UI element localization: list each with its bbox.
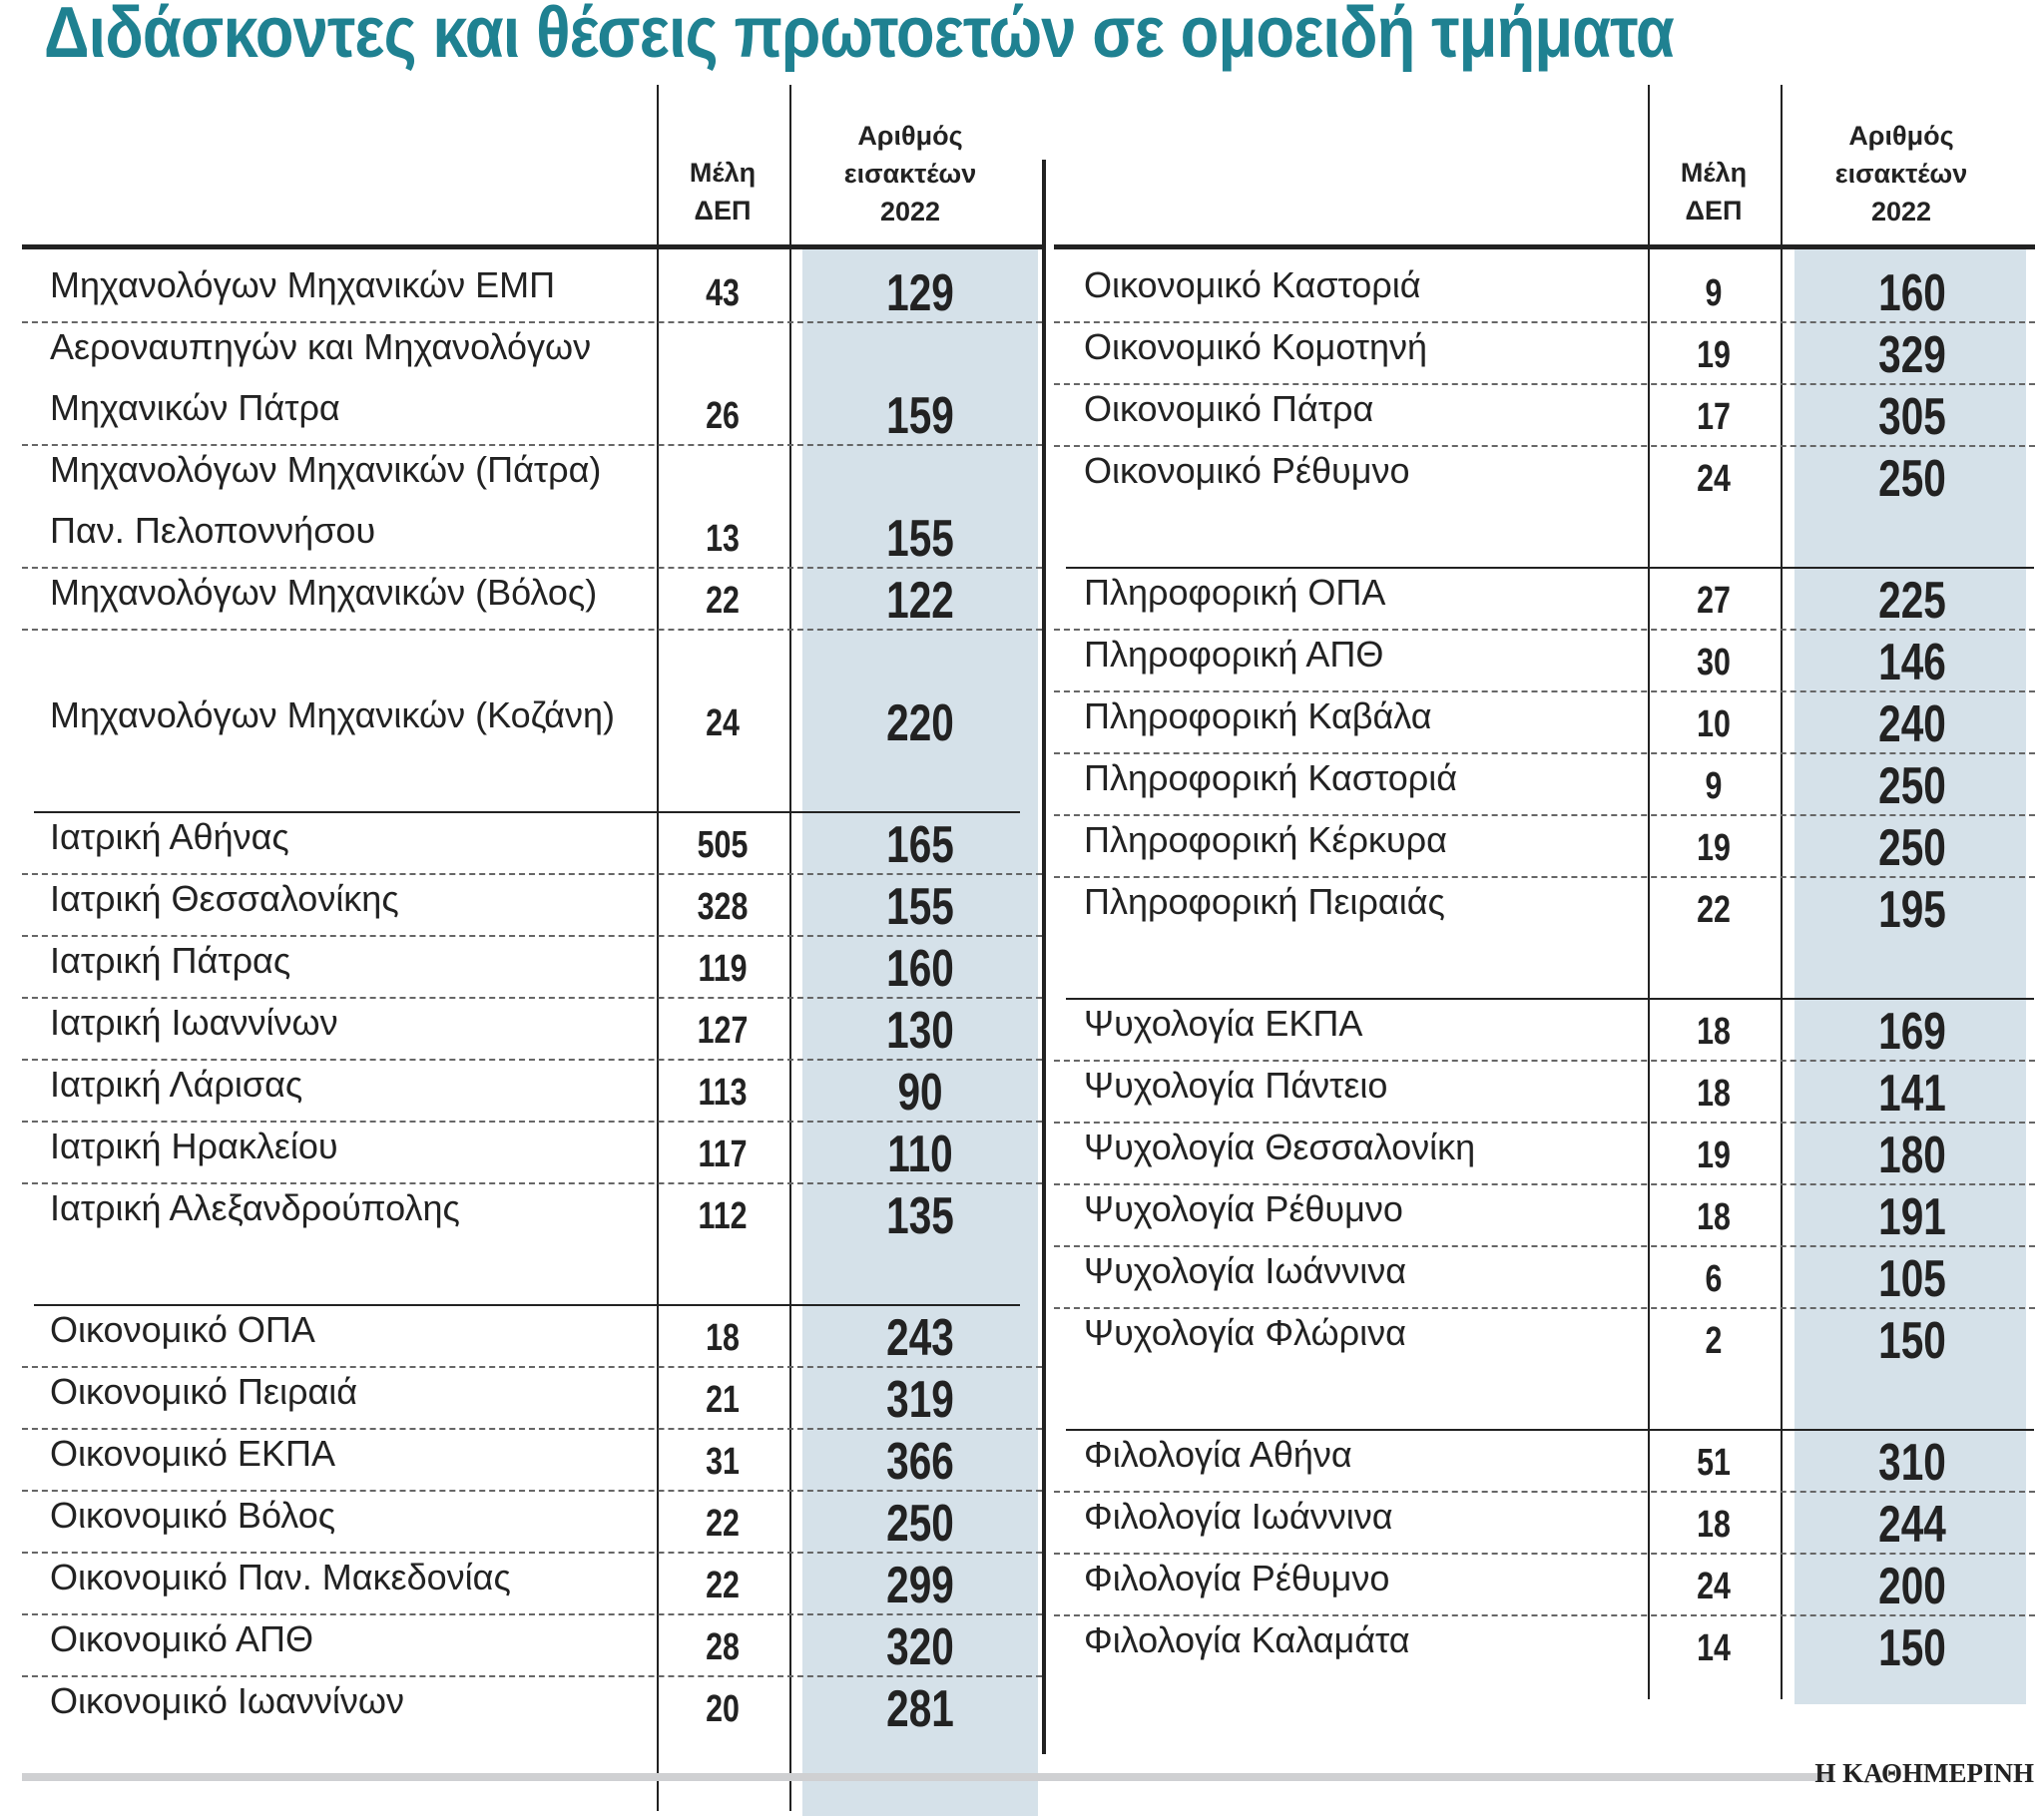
members-count: 9 [1705,765,1723,807]
right-rows [1054,249,2035,1676]
members-count: 113 [698,1072,748,1114]
department-name: Ιατρική Ηρακλείου [50,1126,338,1166]
admits-column-header: Αριθμός εισακτέων 2022 [843,121,977,227]
table-row [1054,1309,2035,1369]
members-count: 24 [1697,1566,1731,1607]
table-row [22,875,1042,937]
department-name: Μηχανολόγων Μηχανικών (Πάτρα) Παν. Πελοποννήσου [50,449,602,551]
group-separator [1066,1369,2034,1431]
members-count: 18 [706,1317,740,1359]
group-separator [1066,938,2034,1000]
admits-count: 160 [1878,264,1946,322]
admits-count: 135 [886,1187,954,1245]
table-row [1054,816,2035,878]
group-separator [1066,507,2034,569]
table-row [1054,1247,2035,1309]
department-name: Ψυχολογία Φλώρινα [1084,1312,1406,1353]
department-name: Οικονομικό Πειραιά [50,1371,358,1412]
table-row [1054,754,2035,816]
table-row [1054,1185,2035,1247]
admits-count: 220 [886,694,954,752]
table-row [22,1061,1042,1123]
admits-count: 150 [1878,1312,1946,1370]
department-name: Οικονομικό Κομοτηνή [1084,326,1428,367]
members-count: 27 [1697,580,1731,622]
department-name: Ιατρική Αθήνας [50,816,289,857]
department-name: Οικονομικό Καστοριά [1084,264,1421,305]
group-separator [34,1244,1020,1306]
admits-count: 243 [886,1309,954,1367]
department-name: Ιατρική Αλεξανδρούπολης [50,1187,460,1228]
admits-count: 110 [887,1126,953,1183]
admits-count: 299 [886,1557,954,1614]
members-count: 505 [697,824,749,866]
row-group [1054,1000,2035,1369]
row-group [22,261,1042,751]
members-count: 17 [1697,396,1731,438]
table-row [1054,1493,2035,1555]
department-name: Ψυχολογία Πάντειο [1084,1065,1388,1106]
department-name: Οικονομικό Πάτρα [1084,388,1374,429]
group-separator [34,751,1020,813]
department-name: Ψυχολογία Θεσσαλονίκη [1084,1127,1476,1167]
members-count: 19 [1697,1135,1731,1176]
members-count: 6 [1705,1258,1723,1300]
footer-bar [22,1773,1828,1781]
members-count: 18 [1697,1504,1731,1546]
department-name: Αεροναυπηγών και Μηχανολόγων Μηχανικών Πάτρα [50,326,592,428]
department-name: Μηχανολόγων Μηχανικών ΕΜΠ [50,264,556,305]
department-name: Ιατρική Ιωαννίνων [50,1002,338,1043]
table-row [1054,447,2035,507]
department-name: Πληροφορική ΟΠΑ [1084,572,1386,613]
department-name: Οικονομικό Παν. Μακεδονίας [50,1557,511,1597]
right-table-body [1054,249,2035,1676]
admits-count: 281 [886,1680,954,1738]
department-name: Φιλολογία Αθήνα [1084,1434,1352,1475]
members-count: 22 [1697,889,1731,931]
admits-count: 159 [886,387,954,445]
table-row [22,323,1042,446]
admits-count: 250 [1878,757,1946,815]
members-count: 24 [1697,458,1731,500]
admits-count: 180 [1878,1127,1946,1184]
department-name: Ψυχολογία Ιωάννινα [1084,1250,1407,1291]
table-row [1054,1062,2035,1124]
row-group [22,813,1042,1244]
admits-count: 329 [1878,326,1946,384]
department-name: Μηχανολόγων Μηχανικών (Βόλος) [50,572,598,613]
admits-column-header: Αριθμός εισακτέων 2022 [1834,121,1968,227]
left-table-header [22,112,1042,249]
department-name: Οικονομικό ΕΚΠΑ [50,1433,335,1474]
admits-count: 146 [1878,634,1946,691]
department-name: Φιλολογία Ρέθυμνο [1084,1558,1390,1598]
members-count: 328 [697,886,749,928]
department-name: Οικονομικό Ιωαννίνων [50,1680,404,1721]
members-count: 26 [706,395,740,437]
admits-count: 105 [1878,1250,1946,1308]
department-name: Ιατρική Πάτρας [50,940,291,981]
members-count: 22 [706,1503,740,1545]
admits-count: 191 [1878,1188,1946,1246]
admits-count: 319 [886,1371,954,1429]
members-count: 22 [706,580,740,622]
members-column-header: Μέλη ΔΕΠ [689,158,757,226]
table-row [1054,1616,2035,1676]
members-count: 112 [698,1195,748,1237]
table-row [22,631,1042,751]
members-count: 18 [1697,1196,1731,1238]
admits-count: 155 [886,878,954,936]
members-count: 13 [706,518,740,560]
row-group [22,1306,1042,1737]
admits-count: 305 [1878,388,1946,446]
department-name: Οικονομικό Βόλος [50,1495,336,1536]
row-group [1054,261,2035,507]
table-row [1054,1431,2035,1493]
admits-count: 250 [886,1495,954,1553]
table-row [22,1368,1042,1430]
table-row [1054,323,2035,385]
table-row [22,813,1042,875]
department-name: Οικονομικό ΟΠΑ [50,1309,315,1350]
center-divider [1042,160,1046,1754]
members-count: 10 [1697,703,1731,745]
department-name: Φιλολογία Ιωάννινα [1084,1496,1393,1537]
department-name: Φιλολογία Καλαμάτα [1084,1619,1410,1660]
table-row [22,569,1042,631]
right-table-header [1054,112,2035,249]
members-count: 14 [1697,1627,1731,1669]
members-count: 9 [1705,272,1723,314]
department-name: Πληροφορική ΑΠΘ [1084,634,1384,675]
admits-count: 90 [897,1064,943,1122]
department-name: Πληροφορική Κέρκυρα [1084,819,1447,860]
table-row [22,937,1042,999]
row-group [1054,569,2035,938]
table-row [1054,692,2035,754]
table-row [1054,1000,2035,1062]
members-count: 30 [1697,642,1731,683]
table-row [22,1306,1042,1368]
department-name: Ιατρική Λάρισας [50,1064,303,1105]
members-count: 18 [1697,1011,1731,1053]
members-count: 19 [1697,334,1731,376]
table-row [22,446,1042,569]
department-name: Ψυχολογία Ρέθυμνο [1084,1188,1403,1229]
admits-count: 310 [1878,1434,1946,1492]
left-table [22,112,1042,1737]
department-name: Ιατρική Θεσσαλονίκης [50,878,399,919]
admits-count: 122 [886,572,954,630]
admits-count: 200 [1878,1558,1946,1615]
table-row [22,1184,1042,1244]
department-name: Πληροφορική Καβάλα [1084,695,1432,736]
table-row [22,1554,1042,1615]
admits-count: 250 [1878,819,1946,877]
left-rows [22,249,1042,1737]
table-row [1054,261,2035,323]
table-row [22,1430,1042,1492]
admits-count: 225 [1878,572,1946,630]
table-row [1054,1555,2035,1616]
members-count: 51 [1697,1442,1731,1484]
members-count: 28 [706,1626,740,1668]
department-name: Οικονομικό ΑΠΘ [50,1618,313,1659]
table-row [1054,1124,2035,1185]
admits-count: 169 [1878,1003,1946,1061]
table-row [1054,569,2035,631]
admits-count: 320 [886,1618,954,1676]
admits-count: 150 [1878,1619,1946,1677]
publisher-logo: Η ΚΑΘΗΜΕΡΙΝΗ [1814,1758,2034,1788]
admits-count: 244 [1878,1496,1946,1554]
table-row [1054,385,2035,447]
table-row [22,999,1042,1061]
admits-count: 155 [886,510,954,568]
left-table-body [22,249,1042,1737]
admits-count: 165 [886,816,954,874]
members-count: 117 [698,1134,748,1175]
department-name: Πληροφορική Καστοριά [1084,757,1458,798]
department-name: Οικονομικό Ρέθυμνο [1084,450,1410,491]
members-count: 31 [706,1441,740,1483]
table-row [22,261,1042,323]
right-table [1054,112,2035,1676]
admits-count: 160 [886,940,954,998]
row-group [1054,1431,2035,1676]
table-row [1054,878,2035,938]
admits-count: 130 [886,1002,954,1060]
members-count: 20 [706,1688,740,1730]
table-row [22,1492,1042,1554]
admits-count: 366 [886,1433,954,1491]
admits-count: 129 [886,264,954,322]
members-count: 2 [1705,1320,1723,1362]
table-row [22,1677,1042,1737]
members-count: 127 [697,1010,749,1052]
table-row [22,1123,1042,1184]
members-count: 43 [706,272,740,314]
admits-count: 250 [1878,450,1946,508]
members-count: 22 [706,1565,740,1606]
members-count: 24 [706,702,740,744]
table-row [22,1615,1042,1677]
members-count: 18 [1697,1073,1731,1115]
admits-count: 141 [1878,1065,1946,1123]
page-title: Διδάσκοντες και θέσεις πρωτοετών σε ομοειδή τμήματα [44,0,1674,73]
department-name: Μηχανολόγων Μηχανικών (Κοζάνη) [50,694,615,735]
admits-count: 195 [1878,881,1946,939]
department-name: Πληροφορική Πειραιάς [1084,881,1445,922]
department-name: Ψυχολογία ΕΚΠΑ [1084,1003,1363,1044]
admits-count: 240 [1878,695,1946,753]
members-count: 19 [1697,827,1731,869]
members-column-header: Μέλη ΔΕΠ [1680,158,1748,226]
table-row [1054,631,2035,692]
members-count: 21 [706,1379,740,1421]
members-count: 119 [698,948,748,990]
